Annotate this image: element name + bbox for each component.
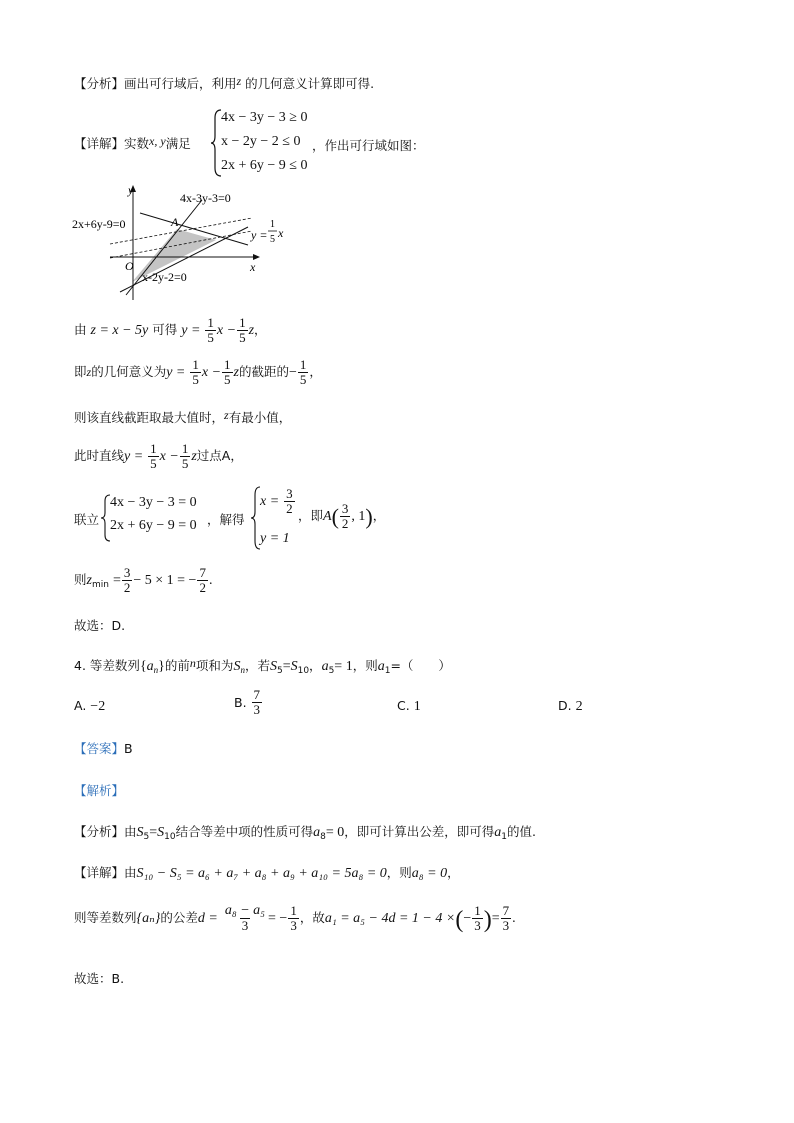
fraction: $\frac{1}{5}$ [224, 357, 231, 387]
x-axis-label: x [250, 260, 256, 274]
detail-tag: 【详解】 [74, 136, 125, 151]
label-l4-prefix: y = [251, 228, 268, 242]
label-l4-num: 1 [270, 219, 275, 230]
detail-line-2: 【详解】由S₁₀ − S₅ = a₆ + a₇ + a₈ + a₉ + a₁₀ = 5a₈ = 0，则a₈ = 0， [74, 865, 460, 881]
fraction: $\frac{1}{5}$ [299, 357, 307, 387]
analysis-line-2: 【分析】由$S_5=S_{10}$结合等差中项的性质可得$a_8= 0$，即可计算出公差，即可得$a_1$的值. [74, 824, 537, 842]
detail-line-1-tail: ，作出可行域如图： [312, 138, 425, 153]
choice-a: A. −2 [74, 698, 106, 714]
point-a-label: A [171, 215, 179, 229]
solution-line-4: 即z的几何意义为y = $\frac{1}{5}$ x − $\frac{1}{5}$ z的截距的− $\frac{1}{5}$ ， [74, 357, 322, 387]
y-axis-label: y [128, 183, 134, 197]
fraction: $\frac{\text{a₈ − a₅}}{3}$ [224, 903, 266, 933]
detail-line-1: 【详解】实数x, y满足 [74, 134, 191, 151]
fraction: $\frac{3}{2}$ [341, 501, 349, 531]
label-l3: x-2y-2=0 [142, 270, 187, 284]
solve-label: ，解得 [207, 512, 245, 527]
fraction: $\frac{1}{5}$ [239, 315, 246, 345]
detail-line-3: 则等差数列{aₙ}的公差d = $\frac{\text{a₈ − a₅}}{3}$ = − $\frac{1}{3}$ ，故a₁ = a₅ − 4d = 1 − 4 ×(− $\frac{1}{3}$ )= $\frac{7}{3}$ . [74, 903, 516, 933]
system-eq-1: 4x − 3y − 3 ≥ 0 [221, 110, 308, 125]
solution-line-3: 由 z = x − 5y 可得 y = $\frac{1}{5}$ x − $\frac{1}{5}$ z， [74, 315, 267, 345]
solution-line-6: 此时直线y = $\frac{1}{5}$ x − $\frac{1}{5}$ z过点A， [74, 441, 243, 471]
fraction: $\frac{7}{3}$ [502, 903, 510, 933]
fraction: $\frac{1}{3}$ [474, 903, 481, 933]
choice-b: B. $\frac{7}{3}$ [234, 687, 261, 717]
choice-d: D. 2 [558, 698, 583, 714]
solution-y: y = 1 [260, 531, 290, 546]
origin-label: O [125, 259, 134, 273]
solution-x: x = $\frac{3}{2}$ [260, 486, 293, 516]
choice-c: C. 1 [397, 698, 421, 714]
fraction: $\frac{3}{2}$ [123, 565, 131, 595]
system2-eq-2: 2x + 6y − 9 = 0 [110, 518, 197, 533]
fraction: $\frac{3}{2}$ [286, 486, 293, 516]
analysis-header: 【解析】 [74, 783, 125, 798]
analysis-line-1: 【分析】画出可行域后，利用z 的几何意义计算即可得. [74, 74, 375, 91]
fraction: $\frac{1}{5}$ [207, 315, 214, 345]
choice-conclusion-2: 故选：B. [74, 971, 125, 986]
system-eq-2: x − 2y − 2 ≤ 0 [221, 134, 301, 149]
system-eq-3: 2x + 6y − 9 ≤ 0 [221, 158, 308, 173]
label-l4-den: 5 [270, 234, 275, 245]
solution-line-8: 则$z_{min}$ = $\frac{3}{2}$ − 5 × 1 = − $\frac{7}{2}$ . [74, 565, 213, 595]
label-l2: 2x+6y-9=0 [72, 217, 126, 231]
answer-line: 【答案】B [74, 741, 133, 756]
feasible-region-graph [70, 182, 290, 306]
fraction: $\frac{1}{5}$ [150, 441, 157, 471]
system2-eq-1: 4x − 3y − 3 = 0 [110, 495, 197, 510]
question-number: 4. [74, 658, 86, 673]
fraction: $\frac{7}{2}$ [199, 565, 206, 595]
label-l4-suffix: x [278, 226, 284, 240]
label-l1: 4x-3y-3=0 [180, 191, 231, 205]
answer-tag: 【答案】 [74, 741, 125, 756]
solution-point-a: ，即A( $\frac{3}{2}$ , 1)， [298, 501, 386, 531]
solution-line-5: 则该直线截距取最大值时，z有最小值， [74, 408, 292, 425]
analysis-tag: 【分析】 [74, 76, 125, 91]
fraction: $\frac{1}{3}$ [290, 903, 297, 933]
fraction: $\frac{7}{3}$ [253, 687, 261, 717]
choice-conclusion-1: 故选：D. [74, 618, 126, 633]
fraction: $\frac{1}{5}$ [181, 441, 189, 471]
solution-line-7-label: 联立 [74, 512, 100, 527]
fraction: $\frac{1}{5}$ [192, 357, 199, 387]
question-4: 4. 等差数列$\{a_n\}$的前n项和为$S_n$，若$S_5=S_{10}$，$a_5= 1$，则$a_1=$（ ） [74, 656, 451, 676]
